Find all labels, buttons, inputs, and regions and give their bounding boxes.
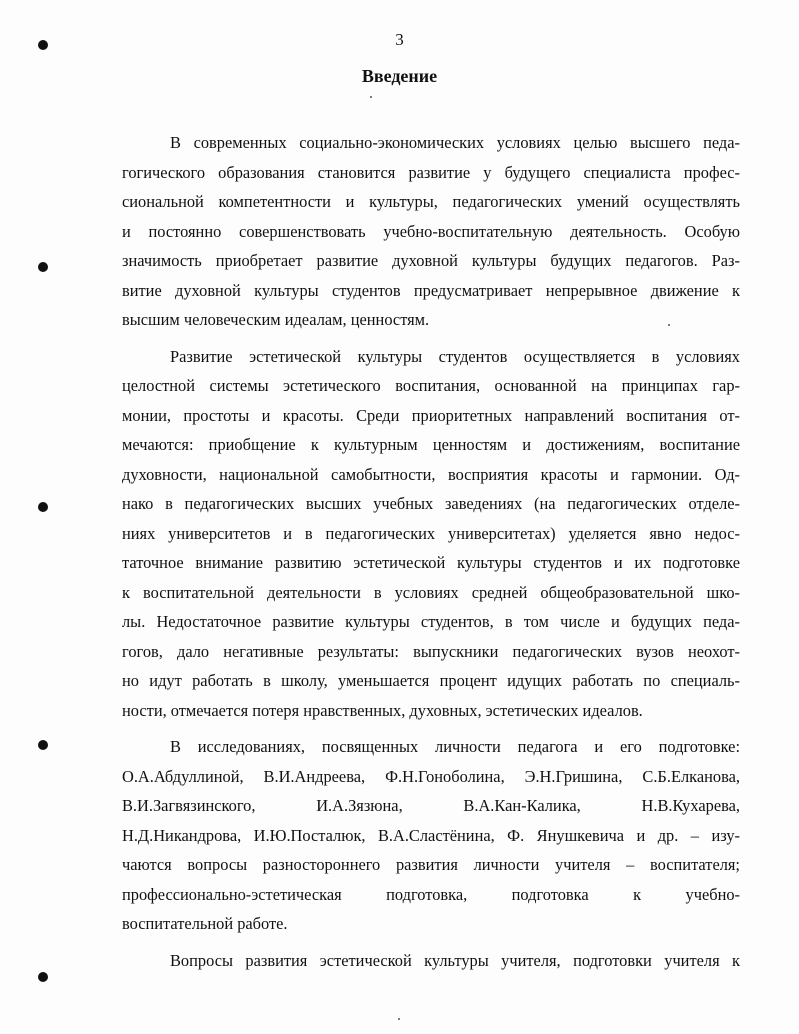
text-line: но идут работать в школу, уменьшается процент идущих работать по специаль- bbox=[122, 671, 740, 690]
text-line: лы. Недостаточное развитие культуры студентов, в том числе и будущих педа- bbox=[122, 612, 740, 631]
text-line: витие духовной культуры студентов предусматривает непрерывное движение к bbox=[122, 280, 740, 300]
text-line: Вопросы развития эстетической культуры учителя, подготовки учителя к bbox=[170, 950, 740, 970]
text-line: гогов, дало негативные результаты: выпускники педагогических вузов неохот- bbox=[122, 641, 740, 661]
paragraph-2 bbox=[122, 342, 740, 726]
text-line: и постоянно совершенствовать учебно-воспитательную деятельность. Особую bbox=[122, 221, 740, 241]
text-line: гогического образования становится развитие у будущего специалиста профес- bbox=[122, 162, 740, 182]
paragraph-1 bbox=[122, 128, 740, 335]
scan-speck bbox=[370, 96, 372, 98]
text-line: чаются вопросы разностороннего развития личности учителя – воспитателя; bbox=[122, 855, 740, 874]
page-number: 3 bbox=[395, 30, 404, 49]
text-line: духовности, национальной самобытности, восприятия красоты и гармонии. Од- bbox=[122, 464, 740, 484]
binding-hole-mark bbox=[38, 262, 48, 272]
text-line: ниях университетов и в педагогических университетах) уделяется явно недос- bbox=[122, 523, 740, 543]
text-line: О.А.Абдуллиной, В.И.Андреева, Ф.Н.Гоноболина, Э.Н.Гришина, С.Б.Елканова, bbox=[122, 766, 740, 786]
text-line: ности, отмечается потеря нравственных, духовных, эстетических идеалов. bbox=[122, 700, 643, 720]
binding-hole-mark bbox=[38, 972, 48, 982]
text-line: монии, простоты и красоты. Среди приоритетных направлений воспитания от- bbox=[122, 405, 740, 425]
text-line: Н.Д.Никандрова, И.Ю.Посталюк, В.А.Сластёнина, Ф. Янушкевича и др. – изу- bbox=[122, 825, 740, 845]
text-line: В.И.Загвязинского, И.А.Зязюна, В.А.Кан-Калика, Н.В.Кухарева, bbox=[122, 796, 740, 815]
scan-speck bbox=[398, 1018, 400, 1020]
text-line: Развитие эстетической культуры студентов осуществляется в условиях bbox=[170, 346, 740, 366]
binding-hole-mark bbox=[38, 502, 48, 512]
text-line: таточное внимание развитию эстетической культуры студентов и их подготовке bbox=[122, 553, 740, 572]
section-heading: Введение bbox=[361, 66, 438, 86]
text-line: мечаются: приобщение к культурным ценностям и достижениям, воспитание bbox=[122, 435, 740, 454]
text-line: нако в педагогических высших учебных заведениях (на педагогических отделе- bbox=[122, 494, 740, 513]
paragraph-3 bbox=[122, 732, 740, 939]
text-line: высшим человеческим идеалам, ценностям. bbox=[122, 310, 430, 329]
text-line: В исследованиях, посвященных личности педагога и его подготовке: bbox=[170, 737, 740, 756]
binding-hole-mark bbox=[38, 740, 48, 750]
body-text bbox=[122, 128, 740, 975]
text-line: к воспитательной деятельности в условиях средней общеобразовательной шко- bbox=[122, 582, 740, 602]
paragraph-4 bbox=[122, 946, 740, 976]
text-line: профессионально-эстетическая подготовка, подготовка к учебно- bbox=[122, 884, 740, 904]
text-line: значимость приобретает развитие духовной культуры будущих педагогов. Раз- bbox=[122, 251, 740, 270]
text-line: целостной системы эстетического воспитания, основанной на принципах гар- bbox=[122, 376, 740, 395]
text-line: воспитательной работе. bbox=[122, 914, 288, 933]
text-line: В современных социально-экономических условиях целью высшего педа- bbox=[170, 133, 740, 152]
text-line: сиональной компетентности и культуры, педагогических умений осуществлять bbox=[122, 192, 740, 211]
